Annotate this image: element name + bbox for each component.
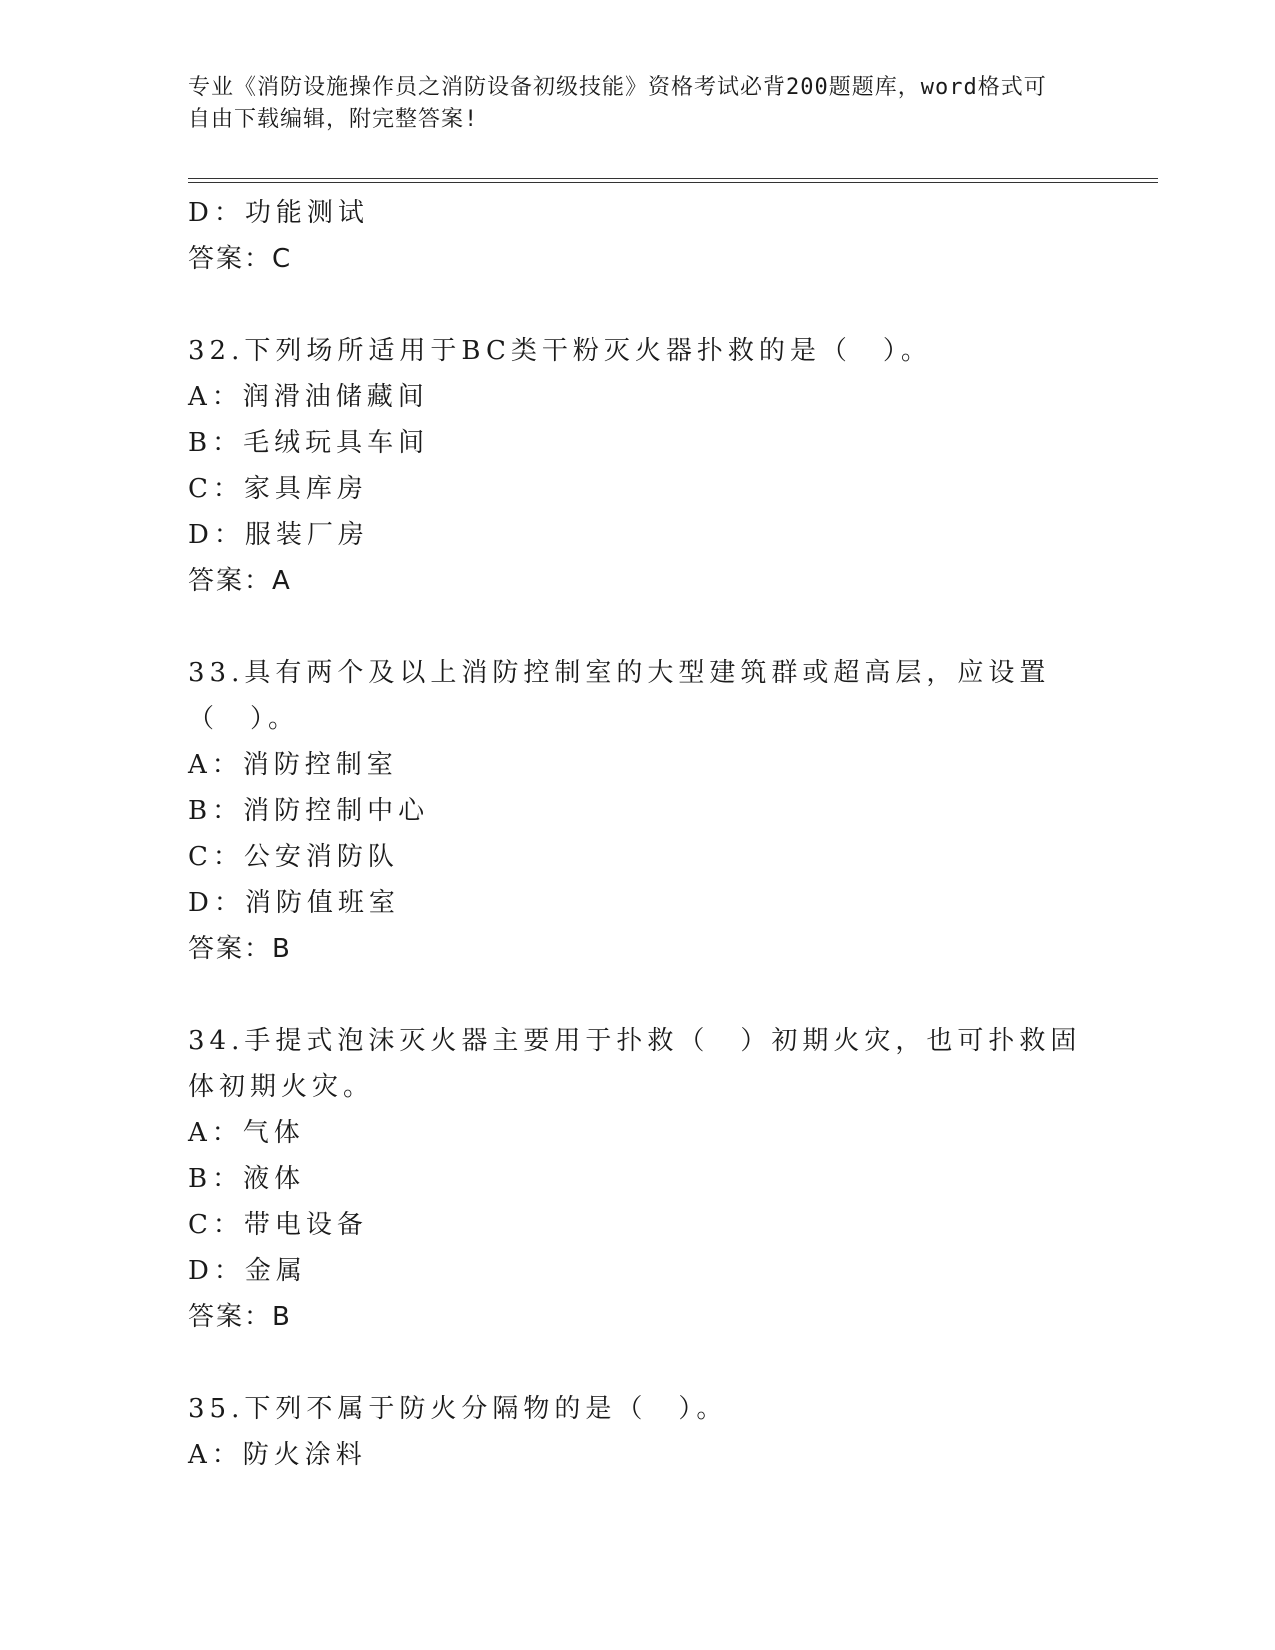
document-header: 专业《消防设施操作员之消防设备初级技能》资格考试必背200题题库，word格式可自由下载编辑，附完整答案! — [188, 75, 1047, 132]
option-b: B：液体 — [188, 1164, 306, 1194]
option-d: D：金属 — [188, 1256, 307, 1286]
question-stem: 32.下列场所适用于BC类干粉灭火器扑救的是（ ）。 — [188, 336, 932, 366]
option-a: A：润滑油储藏间 — [188, 382, 429, 412]
header-rule-bottom — [188, 182, 1158, 183]
answer-line: 答案：C — [188, 244, 293, 274]
question-list — [188, 190, 1088, 1478]
answer-line: 答案：A — [188, 566, 292, 596]
header-rule-top — [188, 178, 1158, 179]
option-b: B：消防控制中心 — [188, 796, 430, 826]
question-stem: 35.下列不属于防火分隔物的是（ ）。 — [188, 1394, 728, 1424]
option-c: C：家具库房 — [188, 474, 368, 504]
option-d: D：功能测试 — [188, 198, 369, 228]
option-a: A：气体 — [188, 1118, 305, 1148]
question-stem: 33.具有两个及以上消防控制室的大型建筑群或超高层，应设置（ ）。 — [188, 658, 1051, 734]
option-a: A：防火涂料 — [188, 1440, 367, 1470]
option-a: A：消防控制室 — [188, 750, 398, 780]
option-c: C：带电设备 — [188, 1210, 368, 1240]
answer-line: 答案：B — [188, 934, 292, 964]
option-c: C：公安消防队 — [188, 842, 399, 872]
answer-line: 答案：B — [188, 1302, 292, 1332]
option-d: D：消防值班室 — [188, 888, 400, 918]
option-b: B：毛绒玩具车间 — [188, 428, 430, 458]
question-stem: 34.手提式泡沫灭火器主要用于扑救（ ）初期火灾，也可扑救固体初期火灾。 — [188, 1026, 1082, 1102]
option-d: D：服装厂房 — [188, 520, 369, 550]
